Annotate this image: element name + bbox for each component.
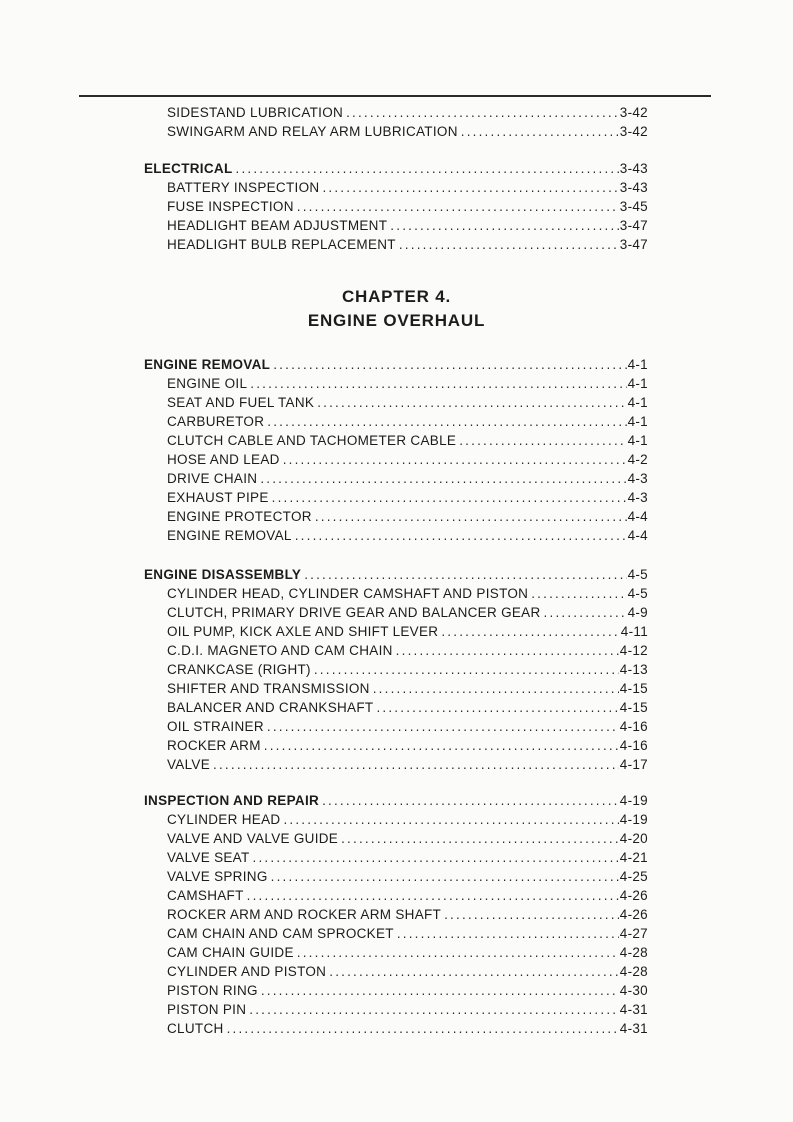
dot-leader (283, 811, 618, 828)
dot-leader (314, 661, 619, 678)
entry-title: OIL PUMP, KICK AXLE AND SHIFT LEVER (167, 624, 439, 639)
toc-subentry (167, 1001, 648, 1018)
entry-title: EXHAUST PIPE (167, 490, 269, 505)
toc-subentry (167, 585, 648, 602)
entry-page-number: 4-12 (619, 643, 648, 658)
entry-title: BATTERY INSPECTION (167, 180, 320, 195)
entry-title: CARBURETOR (167, 414, 265, 429)
dot-leader (399, 236, 619, 253)
entry-page-number: 4-19 (619, 793, 648, 808)
dot-leader (261, 982, 619, 999)
toc-subentry (167, 527, 648, 544)
entry-title: SHIFTER AND TRANSMISSION (167, 681, 370, 696)
dot-leader (264, 737, 619, 754)
entry-page-number: 4-1 (627, 395, 648, 410)
entry-page-number: 3-43 (619, 180, 648, 195)
toc-subentry (167, 623, 648, 640)
entry-page-number: 4-1 (627, 414, 648, 429)
toc-subentry (167, 718, 648, 735)
entry-title: CLUTCH CABLE AND TACHOMETER CABLE (167, 433, 457, 448)
dot-leader (322, 179, 618, 196)
toc-subentry (167, 963, 648, 980)
entry-page-number: 4-28 (619, 945, 648, 960)
entry-title: C.D.I. MAGNETO AND CAM CHAIN (167, 643, 393, 658)
entry-title: CYLINDER AND PISTON (167, 964, 327, 979)
entry-title: CRANKCASE (RIGHT) (167, 662, 311, 677)
dot-leader (253, 849, 619, 866)
dot-leader (322, 792, 619, 809)
dot-leader (227, 1020, 619, 1037)
dot-leader (329, 963, 619, 980)
toc-subentry (167, 756, 648, 773)
dot-leader (304, 566, 626, 583)
entry-title: CAM CHAIN AND CAM SPROCKET (167, 926, 394, 941)
entry-title: BALANCER AND CRANKSHAFT (167, 700, 374, 715)
toc-subentry (167, 887, 648, 904)
entry-page-number: 4-1 (627, 357, 648, 372)
top-rule (79, 95, 711, 97)
entry-title: FUSE INSPECTION (167, 199, 294, 214)
toc-subentry (167, 217, 648, 234)
toc-subentry (167, 508, 648, 525)
entry-title: HEADLIGHT BEAM ADJUSTMENT (167, 218, 388, 233)
entry-title: CLUTCH (167, 1021, 224, 1036)
entry-page-number: 3-42 (619, 105, 648, 120)
dot-leader (283, 451, 627, 468)
dot-leader (397, 925, 619, 942)
entry-page-number: 4-1 (627, 433, 648, 448)
toc-subentry (167, 699, 648, 716)
entry-page-number: 4-20 (619, 831, 648, 846)
toc-subentry (167, 123, 648, 140)
toc-subentry (167, 375, 648, 392)
entry-page-number: 4-16 (619, 719, 648, 734)
entry-page-number: 4-26 (619, 907, 648, 922)
entry-title: ENGINE OIL (167, 376, 248, 391)
entry-title: CAMSHAFT (167, 888, 244, 903)
toc-subentry (167, 489, 648, 506)
toc-section-entry (144, 160, 648, 177)
entry-page-number: 3-47 (619, 218, 648, 233)
toc-subentry (167, 982, 648, 999)
dot-leader (531, 585, 626, 602)
dot-leader (396, 642, 619, 659)
toc-subentry (167, 925, 648, 942)
entry-title: OIL STRAINER (167, 719, 264, 734)
dot-leader (341, 830, 619, 847)
toc-subentry (167, 394, 648, 411)
entry-page-number: 4-2 (627, 452, 648, 467)
entry-page-number: 4-31 (619, 1021, 648, 1036)
entry-page-number: 4-3 (627, 490, 648, 505)
toc-subentry (167, 179, 648, 196)
dot-leader (250, 375, 626, 392)
entry-title: ROCKER ARM (167, 738, 261, 753)
dot-leader (260, 470, 626, 487)
entry-page-number: 4-5 (627, 567, 648, 582)
entry-title: CYLINDER HEAD, CYLINDER CAMSHAFT AND PISTON (167, 586, 529, 601)
toc-subentry (167, 906, 648, 923)
entry-page-number: 3-45 (619, 199, 648, 214)
entry-page-number: 4-3 (627, 471, 648, 486)
dot-leader (459, 432, 626, 449)
entry-page-number: 4-15 (619, 700, 648, 715)
dot-leader (315, 508, 627, 525)
entry-page-number: 4-13 (619, 662, 648, 677)
entry-page-number: 3-43 (619, 161, 648, 176)
dot-leader (297, 198, 619, 215)
entry-title: SWINGARM AND RELAY ARM LUBRICATION (167, 124, 458, 139)
entry-title: ELECTRICAL (144, 161, 233, 176)
entry-title: SEAT AND FUEL TANK (167, 395, 315, 410)
dot-leader (297, 944, 619, 961)
toc-subentry (167, 1020, 648, 1037)
dot-leader (376, 699, 618, 716)
entry-title: ENGINE DISASSEMBLY (144, 567, 302, 582)
toc-subentry (167, 830, 648, 847)
entry-title: ENGINE REMOVAL (144, 357, 271, 372)
toc-subentry (167, 849, 648, 866)
dot-leader (247, 887, 619, 904)
dot-leader (267, 718, 619, 735)
entry-page-number: 4-9 (627, 605, 648, 620)
dot-leader (236, 160, 619, 177)
entry-page-number: 4-1 (627, 376, 648, 391)
entry-title: CYLINDER HEAD (167, 812, 281, 827)
entry-page-number: 4-25 (619, 869, 648, 884)
toc-subentry (167, 236, 648, 253)
entry-title: PISTON RING (167, 983, 258, 998)
toc-subentry (167, 413, 648, 430)
entry-title: VALVE SEAT (167, 850, 250, 865)
entry-title: ENGINE PROTECTOR (167, 509, 312, 524)
chapter-number: CHAPTER 4. (341, 287, 452, 306)
entry-page-number: 4-5 (627, 586, 648, 601)
entry-title: HOSE AND LEAD (167, 452, 280, 467)
toc-subentry (167, 868, 648, 885)
toc-section-entry (144, 566, 648, 583)
dot-leader (271, 868, 619, 885)
entry-title: CLUTCH, PRIMARY DRIVE GEAR AND BALANCER GEAR (167, 605, 541, 620)
entry-title: HEADLIGHT BULB REPLACEMENT (167, 237, 396, 252)
dot-leader (346, 104, 619, 121)
entry-title: CAM CHAIN GUIDE (167, 945, 294, 960)
toc-subentry (167, 737, 648, 754)
toc-subentry (167, 451, 648, 468)
dot-leader (213, 756, 619, 773)
entry-title: SIDESTAND LUBRICATION (167, 105, 344, 120)
toc-subentry (167, 661, 648, 678)
dot-leader (249, 1001, 618, 1018)
dot-leader (444, 906, 619, 923)
dot-leader (373, 680, 619, 697)
entry-title: VALVE AND VALVE GUIDE (167, 831, 339, 846)
dot-leader (441, 623, 619, 640)
entry-title: VALVE (167, 757, 211, 772)
entry-page-number: 3-47 (619, 237, 648, 252)
entry-title: VALVE SPRING (167, 869, 268, 884)
entry-page-number: 4-15 (619, 681, 648, 696)
dot-leader (273, 356, 626, 373)
entry-title: ROCKER ARM AND ROCKER ARM SHAFT (167, 907, 442, 922)
dot-leader (544, 604, 627, 621)
entry-page-number: 4-17 (619, 757, 648, 772)
entry-page-number: 4-26 (619, 888, 648, 903)
entry-title: INSPECTION AND REPAIR (144, 793, 320, 808)
dot-leader (390, 217, 618, 234)
entry-title: PISTON PIN (167, 1002, 247, 1017)
toc-subentry (167, 470, 648, 487)
toc-subentry (167, 811, 648, 828)
toc-subentry (167, 680, 648, 697)
toc-subentry (167, 432, 648, 449)
toc-section-entry (144, 356, 648, 373)
entry-page-number: 4-27 (619, 926, 648, 941)
entry-page-number: 4-28 (619, 964, 648, 979)
dot-leader (267, 413, 626, 430)
toc-subentry (167, 104, 648, 121)
dot-leader (295, 527, 627, 544)
toc-subentry (167, 604, 648, 621)
entry-page-number: 3-42 (619, 124, 648, 139)
dot-leader (317, 394, 626, 411)
entry-page-number: 4-4 (627, 509, 648, 524)
entry-page-number: 4-11 (620, 624, 648, 639)
entry-title: DRIVE CHAIN (167, 471, 258, 486)
entry-page-number: 4-4 (627, 528, 648, 543)
dot-leader (272, 489, 627, 506)
toc-subentry (167, 198, 648, 215)
entry-page-number: 4-19 (619, 812, 648, 827)
dot-leader (461, 123, 619, 140)
chapter-title: ENGINE OVERHAUL (307, 311, 486, 330)
entry-title: ENGINE REMOVAL (167, 528, 292, 543)
entry-page-number: 4-16 (619, 738, 648, 753)
toc-section-entry (144, 792, 648, 809)
entry-page-number: 4-21 (619, 850, 648, 865)
toc-subentry (167, 642, 648, 659)
entry-page-number: 4-31 (619, 1002, 648, 1017)
entry-page-number: 4-30 (619, 983, 648, 998)
toc-subentry (167, 944, 648, 961)
